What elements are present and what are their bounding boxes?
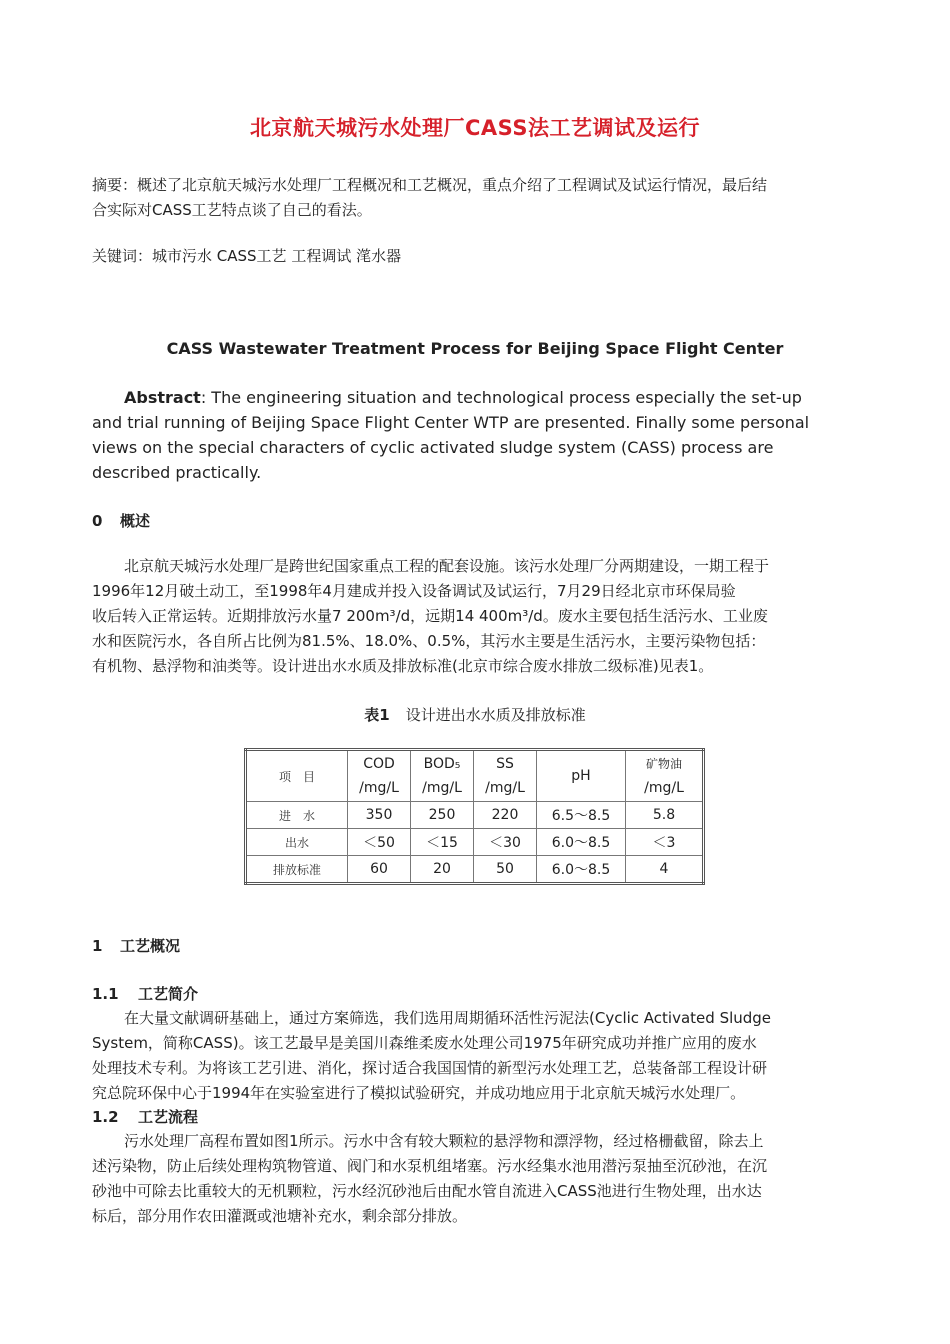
- water-quality-table: [244, 748, 705, 885]
- paragraph-line: 污水处理厂高程布置如图1所示。污水中含有较大颗粒的悬浮物和漂浮物，经过格栅截留，除去上: [124, 1132, 764, 1150]
- table-cell: ＜50: [348, 829, 411, 856]
- abstract-en-text: : The engineering situation and technological process especially the set-up: [200, 388, 802, 407]
- english-title: CASS Wastewater Treatment Process for Beijing Space Flight Center: [166, 339, 784, 358]
- paragraph-line: 述污染物，防止后续处理构筑物管道、阀门和水泵机组堵塞。污水经集水池用潜污泵抽至沉砂池，在沉: [92, 1157, 768, 1175]
- paragraph-line: 北京航天城污水处理厂是跨世纪国家重点工程的配套设施。该污水处理厂分两期建设，一期工程于: [124, 557, 770, 575]
- abstract-en-line: [92, 385, 872, 410]
- keywords-cn: 关键词：城市污水 CASS工艺 工程调试 滗水器: [92, 247, 402, 265]
- header-cell: COD /mg/L: [348, 750, 411, 802]
- paragraph-line: 处理技术专利。为将该工艺引进、消化，探讨适合我国国情的新型污水处理工艺，总装备部工程设计研: [92, 1059, 768, 1077]
- table-cell: 20: [411, 856, 474, 884]
- table-cell: ＜15: [411, 829, 474, 856]
- paragraph-line: 标后，部分用作农田灌溉或池塘补充水，剩余部分排放。: [92, 1207, 468, 1225]
- section-number: 0: [92, 512, 103, 530]
- table-row: [246, 856, 704, 884]
- table-cell: ＜3: [626, 829, 704, 856]
- table-cell: 60: [348, 856, 411, 884]
- table-cell: 5.8: [626, 802, 704, 829]
- header-cell: BOD₅ /mg/L: [411, 750, 474, 802]
- table-cell: 6.5～8.5: [537, 802, 626, 829]
- paragraph-line: 1996年12月破土动工，至1998年4月建成并投入设备调试及试运行，7月29日经北京市环保局验: [92, 582, 736, 600]
- section-number: 1.2: [92, 1108, 119, 1126]
- table-row: [246, 829, 704, 856]
- header-cell: 矿物油 /mg/L: [626, 750, 704, 802]
- section-number: 1.1: [92, 985, 119, 1003]
- paragraph-line: 收后转入正常运转。近期排放污水量7 200m³/d，远期14 400m³/d。废水主要包括生活污水、工业废: [92, 607, 768, 625]
- table-caption: [0, 704, 950, 725]
- section-title: 工艺概况: [120, 937, 181, 955]
- header-cell: SS /mg/L: [474, 750, 537, 802]
- table-cell: 6.0～8.5: [537, 856, 626, 884]
- section-title: 工艺流程: [138, 1108, 199, 1126]
- header-cell: pH: [537, 750, 626, 802]
- table-cell: 250: [411, 802, 474, 829]
- table-cell: 4: [626, 856, 704, 884]
- paragraph-line: System，简称CASS)。该工艺最早是美国川森维柔废水处理公司1975年研究成功并推广应用的废水: [92, 1034, 757, 1052]
- section-1-2-body: [92, 1129, 862, 1229]
- paragraph-line: 在大量文献调研基础上，通过方案筛选，我们选用周期循环活性污泥法(Cyclic Activated Sludge: [124, 1009, 772, 1027]
- row-label: 排放标准: [246, 856, 348, 884]
- table-row: [246, 802, 704, 829]
- header-cell: 项 目: [246, 750, 348, 802]
- abstract-cn: [92, 173, 767, 223]
- section-1-1-heading: [92, 983, 198, 1004]
- section-1-heading: [92, 935, 180, 956]
- section-0-body: [92, 554, 862, 679]
- section-title: 概述: [120, 512, 151, 530]
- table-cell: ＜30: [474, 829, 537, 856]
- paragraph-line: 砂池中可除去比重较大的无机颗粒，污水经沉砂池后由配水管自流进入CASS池进行生物处理，出水达: [92, 1182, 762, 1200]
- table-cell: 6.0～8.5: [537, 829, 626, 856]
- document-title: 北京航天城污水处理厂CASS法工艺调试及运行: [250, 116, 700, 140]
- paragraph-line: 水和医院污水，各自所占比例为81.5%、18.0%、0.5%，其污水主要是生活污水，主要污染物包括：: [92, 632, 766, 650]
- abstract-cn-line: 摘要：概述了北京航天城污水处理厂工程概况和工艺概况，重点介绍了工程调试及试运行情况，最后结: [92, 176, 768, 194]
- section-title: 工艺简介: [138, 985, 199, 1003]
- row-label: 进 水: [246, 802, 348, 829]
- abstract-en-line: described practically.: [92, 463, 262, 482]
- row-label: 出水: [246, 829, 348, 856]
- table-caption-label: 表1: [364, 706, 390, 724]
- table-cell: 350: [348, 802, 411, 829]
- table-caption-text: 设计进出水水质及排放标准: [405, 706, 586, 724]
- section-number: 1: [92, 937, 103, 955]
- abstract-cn-line: 合实际对CASS工艺特点谈了自己的看法。: [92, 201, 372, 219]
- table-cell: 50: [474, 856, 537, 884]
- table-cell: 220: [474, 802, 537, 829]
- section-0-heading: [92, 510, 150, 531]
- abstract-en-line: and trial running of Beijing Space Flight Center WTP are presented. Finally some personal: [92, 413, 810, 432]
- table-header-row: [246, 750, 704, 802]
- section-1-1-body: [92, 1006, 862, 1106]
- section-1-2-heading: [92, 1106, 198, 1127]
- paragraph-line: 究总院环保中心于1994年在实验室进行了模拟试验研究，并成功地应用于北京航天城污水处理厂。: [92, 1084, 746, 1102]
- paragraph-line: 有机物、悬浮物和油类等。设计进出水水质及排放标准(北京市综合废水排放二级标准)见表1。: [92, 657, 714, 675]
- abstract-en: [92, 385, 872, 485]
- abstract-en-line: views on the special characters of cyclic activated sludge system (CASS) process are: [92, 438, 774, 457]
- abstract-en-label: Abstract: [124, 388, 201, 407]
